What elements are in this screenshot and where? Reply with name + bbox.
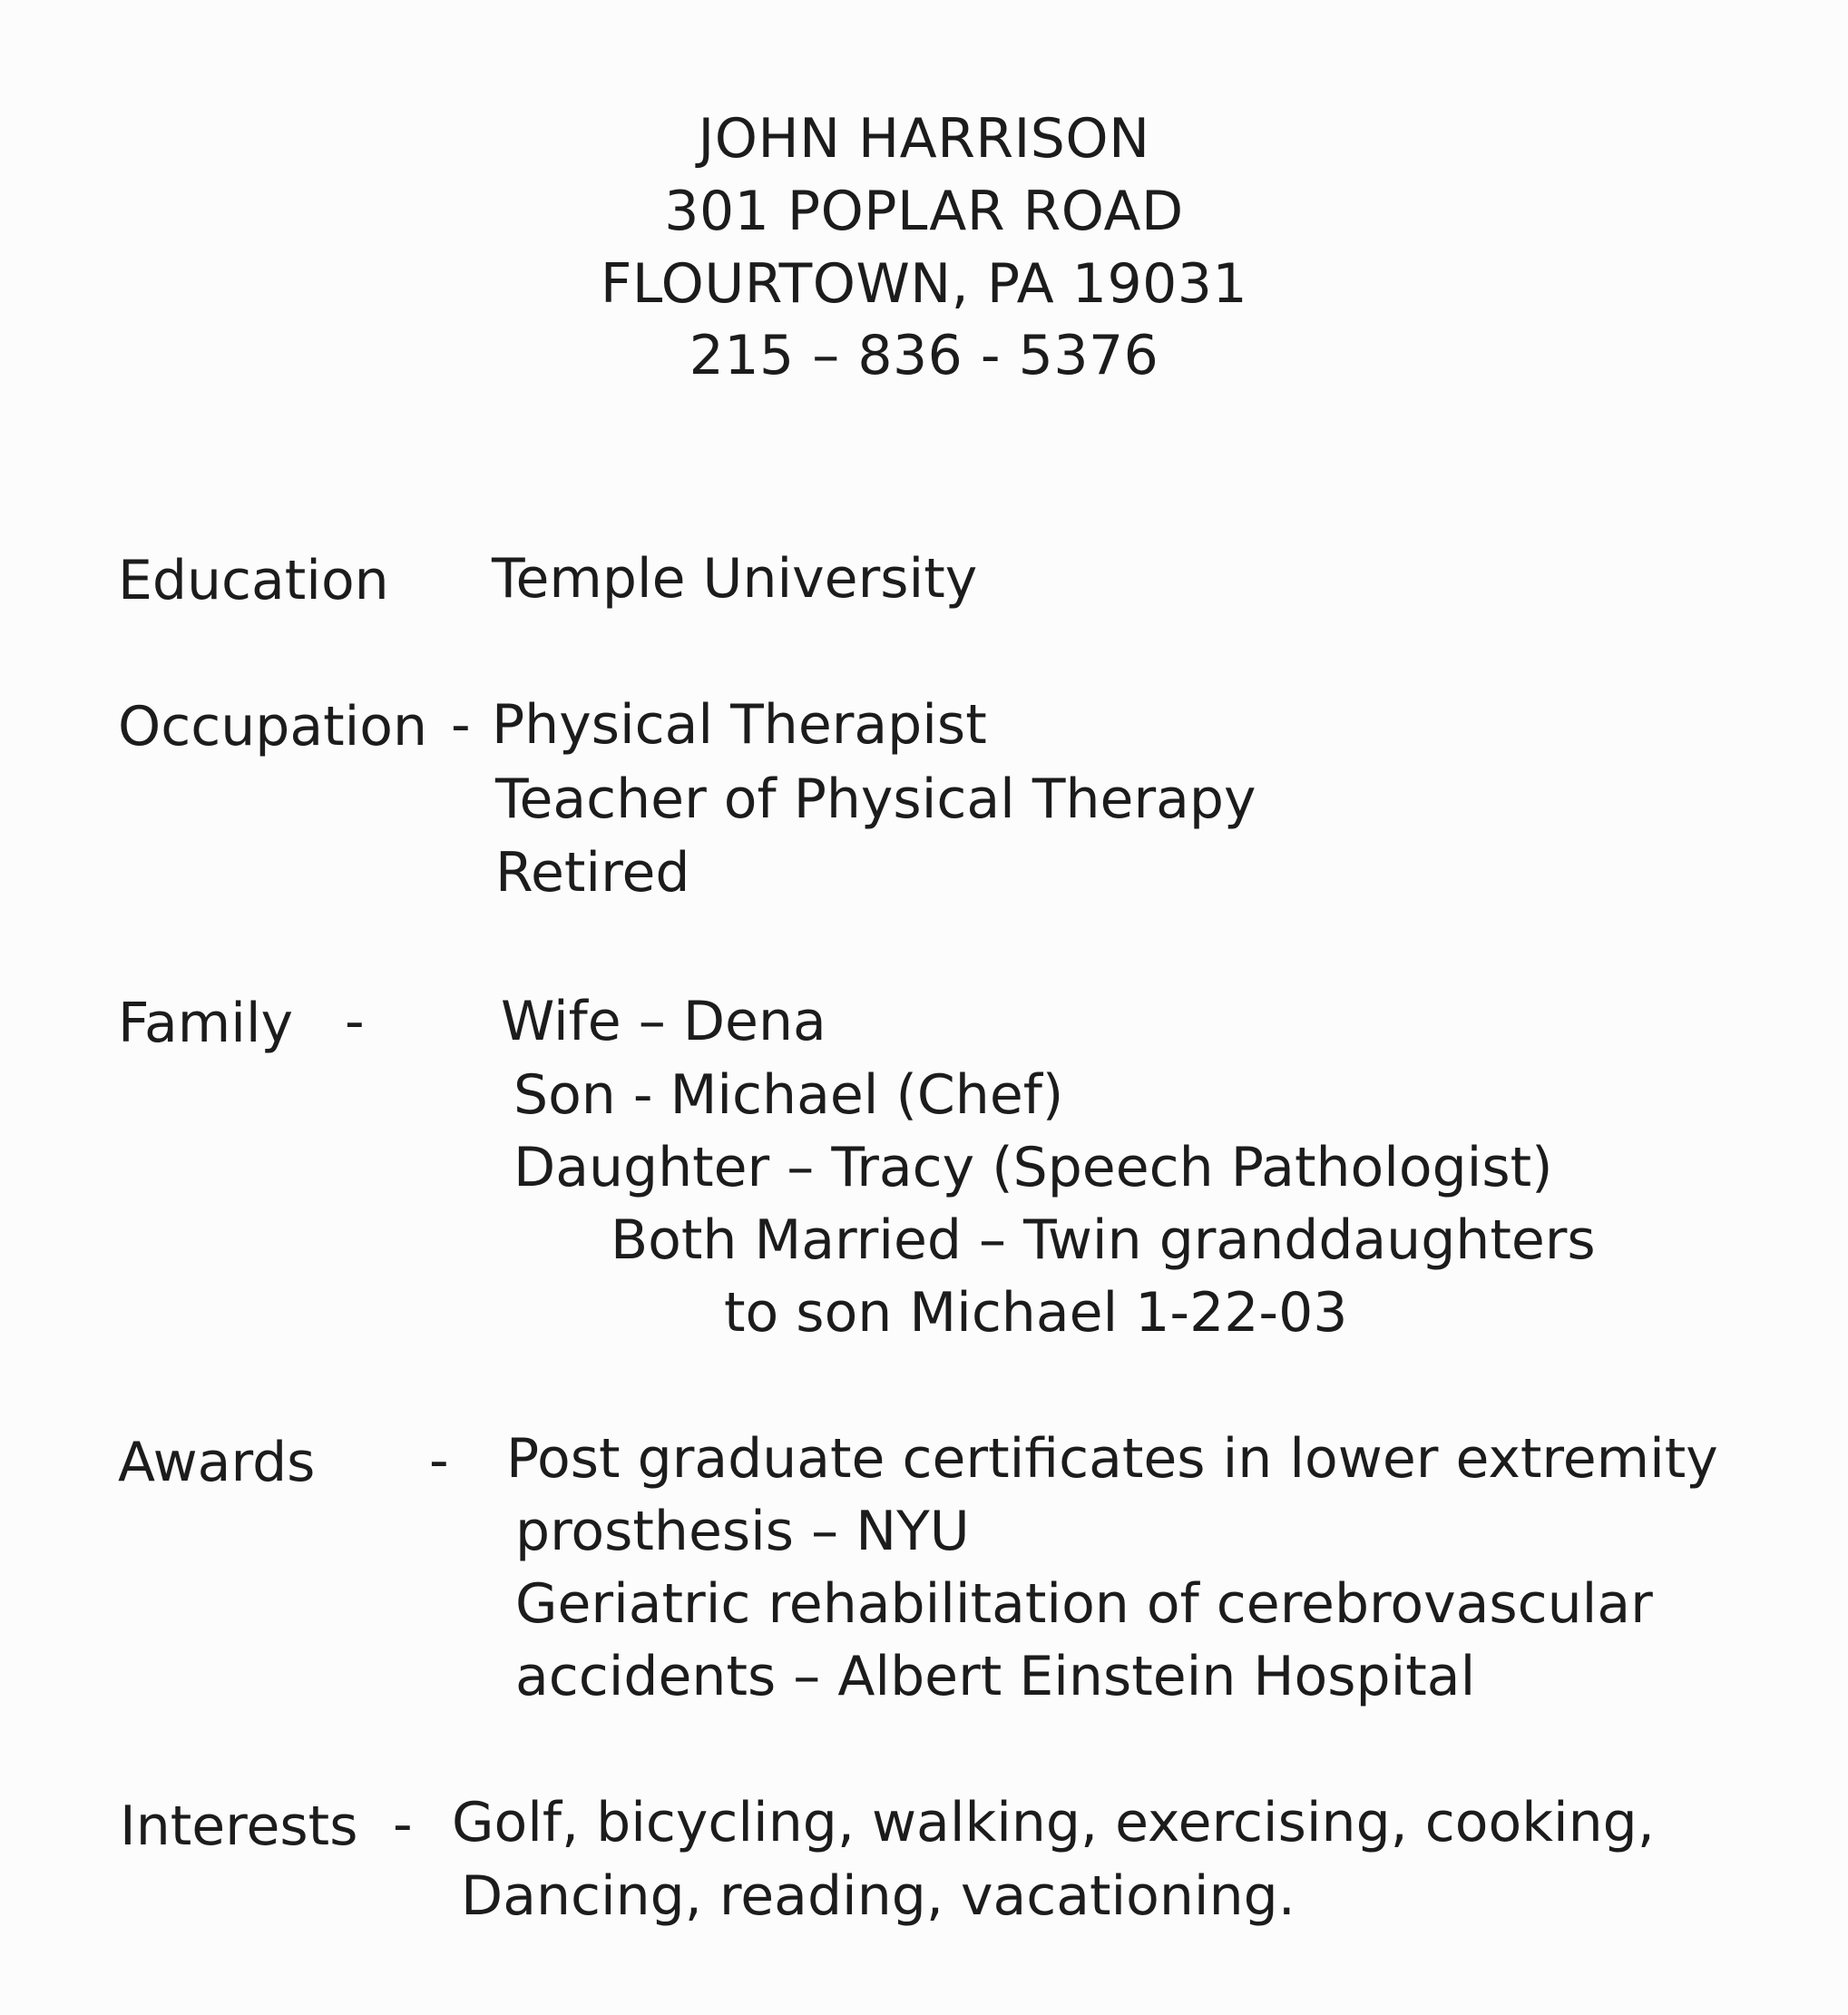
occupation-label: Occupation: [118, 695, 428, 758]
family-dash: -: [345, 990, 365, 1053]
family-label: Family: [118, 992, 294, 1055]
awards-line: prosthesis – NYU: [515, 1500, 970, 1563]
occupation-line: Physical Therapist: [492, 693, 987, 757]
family-line: Both Married – Twin granddaughters: [611, 1208, 1596, 1272]
awards-line: Post graduate certificates in lower extremity: [506, 1427, 1718, 1491]
awards-label: Awards: [118, 1431, 316, 1494]
occupation-line: Teacher of Physical Therapy: [495, 768, 1256, 831]
interests-dash: -: [393, 1793, 413, 1856]
education-label: Education: [118, 549, 389, 612]
occupation-line: Retired: [495, 841, 690, 905]
family-line: Wife – Dena: [501, 990, 826, 1053]
awards-line: accidents – Albert Einstein Hospital: [515, 1645, 1476, 1708]
occupation-dash: -: [451, 693, 471, 757]
interests-line: Dancing, reading, vacationing.: [461, 1864, 1296, 1928]
street-address: 301 POPLAR ROAD: [664, 180, 1184, 243]
interests-label: Interests: [120, 1795, 358, 1858]
family-line: to son Michael 1-22-03: [724, 1281, 1348, 1345]
awards-line: Geriatric rehabilitation of cerebrovascular: [515, 1572, 1653, 1636]
family-line: Son - Michael (Chef): [513, 1063, 1064, 1127]
awards-dash: -: [429, 1429, 449, 1492]
family-line: Daughter – Tracy (Speech Pathologist): [513, 1136, 1553, 1199]
phone-number: 215 – 836 - 5376: [689, 324, 1159, 387]
person-name: JOHN HARRISON: [698, 107, 1150, 171]
interests-line: Golf, bicycling, walking, exercising, cooking,: [452, 1791, 1655, 1854]
education-value: Temple University: [492, 547, 978, 611]
city-state-zip: FLOURTOWN, PA 19031: [600, 252, 1248, 316]
